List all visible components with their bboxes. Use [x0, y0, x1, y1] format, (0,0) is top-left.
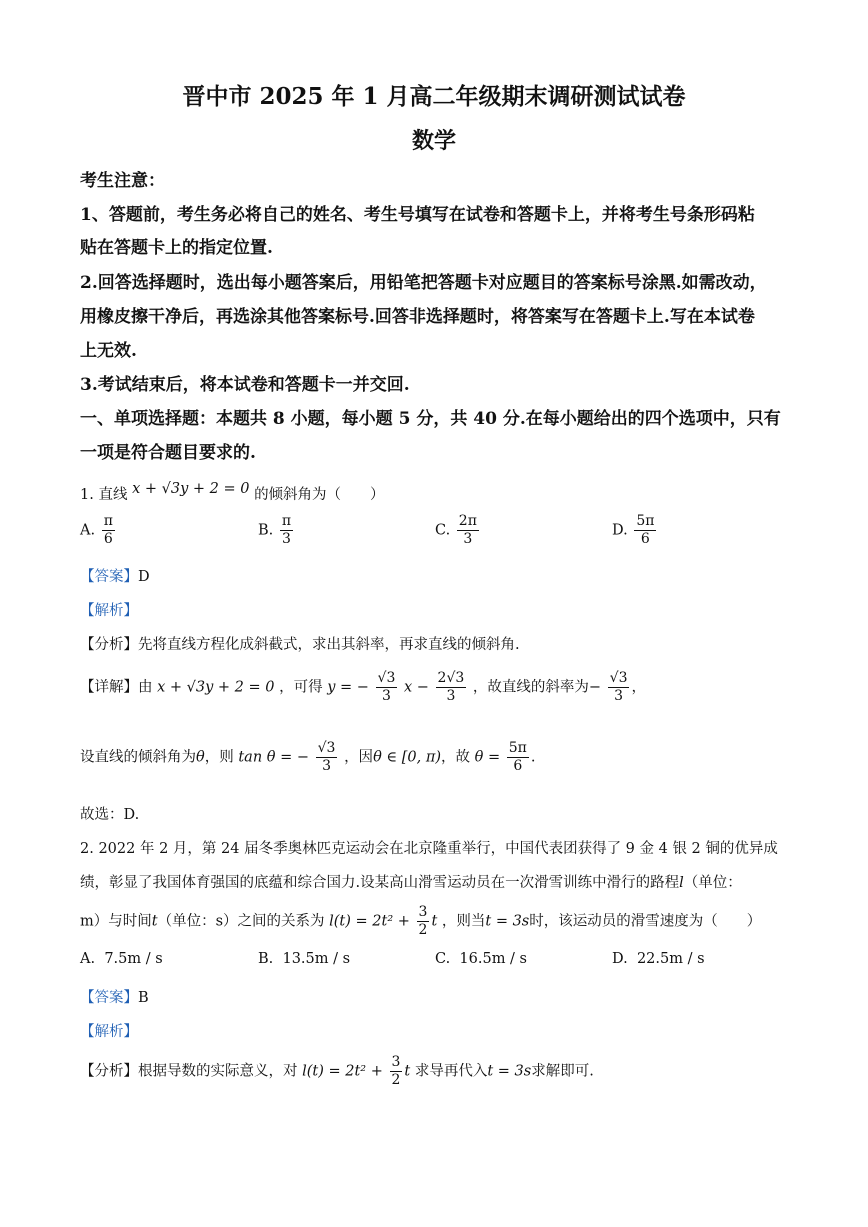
question-2-analysis-tag: 【解析】 — [80, 1024, 138, 1040]
section-heading-line-2: 一项是符合题目要求的. — [80, 443, 256, 463]
notice-item-2-line-3: 上无效. — [80, 341, 137, 361]
notice-item-1-line-1: 1、答题前，考生务必将自己的姓名、考生号填写在试卷和答题卡上，并将考生号条形码粘 — [80, 205, 755, 225]
question-1-stem — [80, 483, 385, 504]
notice-heading: 考生注意： — [80, 171, 165, 191]
question-1-option-b: B. $\frac{\pi}{3}$ — [258, 513, 292, 547]
answer-tag: 【答案】 — [80, 990, 138, 1006]
question-1-choose: 故选：D. — [80, 807, 140, 823]
question-1-detail-line-2: 设直线的倾斜角为θ，则 tan θ = − $\frac{√3}{3}$ ，因θ ∈ [0, π)，故 θ = $\frac{5\pi}{6}$ . — [80, 740, 536, 774]
question-1-fenxi: 【分析】先将直线方程化成斜截式，求出其斜率，再求直线的倾斜角. — [80, 637, 520, 653]
notice-item-2-line-1: 2.回答选择题时，选出每小题答案后，用铅笔把答题卡对应题目的答案标号涂黑.如需改动， — [80, 273, 767, 293]
question-1-analysis-tag: 【解析】 — [80, 603, 138, 619]
exam-subject: 数学 — [411, 128, 456, 154]
option-b-fraction: $\frac{\pi}{3}$ — [281, 513, 292, 547]
option-a-fraction: $\frac{\pi}{6}$ — [103, 513, 113, 547]
question-2-line-2: 绩，彰显了我国体育强国的底蕴和综合国力.设某高山滑雪运动员在一次滑雪训练中滑行的路程l（单位： — [80, 875, 742, 891]
question-1-prefix: 1. 直线 — [80, 487, 128, 503]
detail-tag: 【详解】 — [80, 679, 138, 696]
question-2-answer — [80, 986, 149, 1007]
answer-tag: 【答案】 — [80, 569, 138, 585]
notice-item-1-line-2: 贴在答题卡上的指定位置. — [80, 238, 273, 258]
question-2-line-3: m）与时间t（单位：s）之间的关系为 l(t) = 2t² + $\frac{3}{2}$ t ，则当t = 3s时，该运动员的滑雪速度为（ ） — [80, 904, 762, 938]
notice-item-2-line-2: 用橡皮擦干净后，再选涂其他答案标号.回答非选择题时，将答案写在答题卡上.写在本试卷 — [80, 307, 755, 327]
question-2-option-c: C. 16.5m / s — [435, 951, 527, 967]
question-1-equation: x + √3y + 2 = 0 — [132, 481, 250, 497]
section-heading-line-1: 一、单项选择题：本题共 8 小题，每小题 5 分，共 40 分.在每小题给出的四个选项中，只有 — [80, 409, 781, 429]
question-2-option-a: A. 7.5m / s — [80, 951, 163, 967]
option-d-fraction: $\frac{5\pi}{6}$ — [636, 513, 655, 547]
fenxi-tag: 【分析】 — [80, 637, 138, 653]
question-2-line-1: 2. 2022 年 2 月，第 24 届冬季奥林匹克运动会在北京隆重举行，中国代表团获得了 9 金 4 银 2 铜的优异成 — [80, 841, 778, 857]
question-2-fenxi: 【分析】根据导数的实际意义，对 l(t) = 2t² + $\frac{3}{2}$ t 求导再代入t = 3s求解即可. — [80, 1054, 594, 1088]
question-2-option-d: D. 22.5m / s — [612, 951, 705, 967]
notice-item-3: 3.考试结束后，将本试卷和答题卡一并交回. — [80, 375, 410, 395]
answer-value: B — [138, 990, 149, 1006]
question-1-option-c: C. $\frac{2\pi}{3}$ — [435, 513, 477, 547]
answer-value: D — [138, 569, 150, 585]
option-c-fraction: $\frac{2\pi}{3}$ — [458, 513, 477, 547]
question-1-answer — [80, 565, 150, 586]
question-1-suffix: 的倾斜角为（ ） — [254, 487, 385, 503]
question-1-detail-line-1: 【详解】由 x + √3y + 2 = 0 ，可得 y = − $\frac{√3}{3}$ x − $\frac{2√3}{3}$ ，故直线的斜率为− $\frac{√3}{3}$ ， — [80, 670, 646, 704]
question-1-option-a: A. $\frac{\pi}{6}$ — [80, 513, 113, 547]
question-1-option-d: D. $\frac{5\pi}{6}$ — [612, 513, 655, 547]
question-2-option-b: B. 13.5m / s — [258, 951, 351, 967]
exam-title: 晋中市 2025 年 1 月高二年级期末调研测试试卷 — [182, 83, 686, 110]
